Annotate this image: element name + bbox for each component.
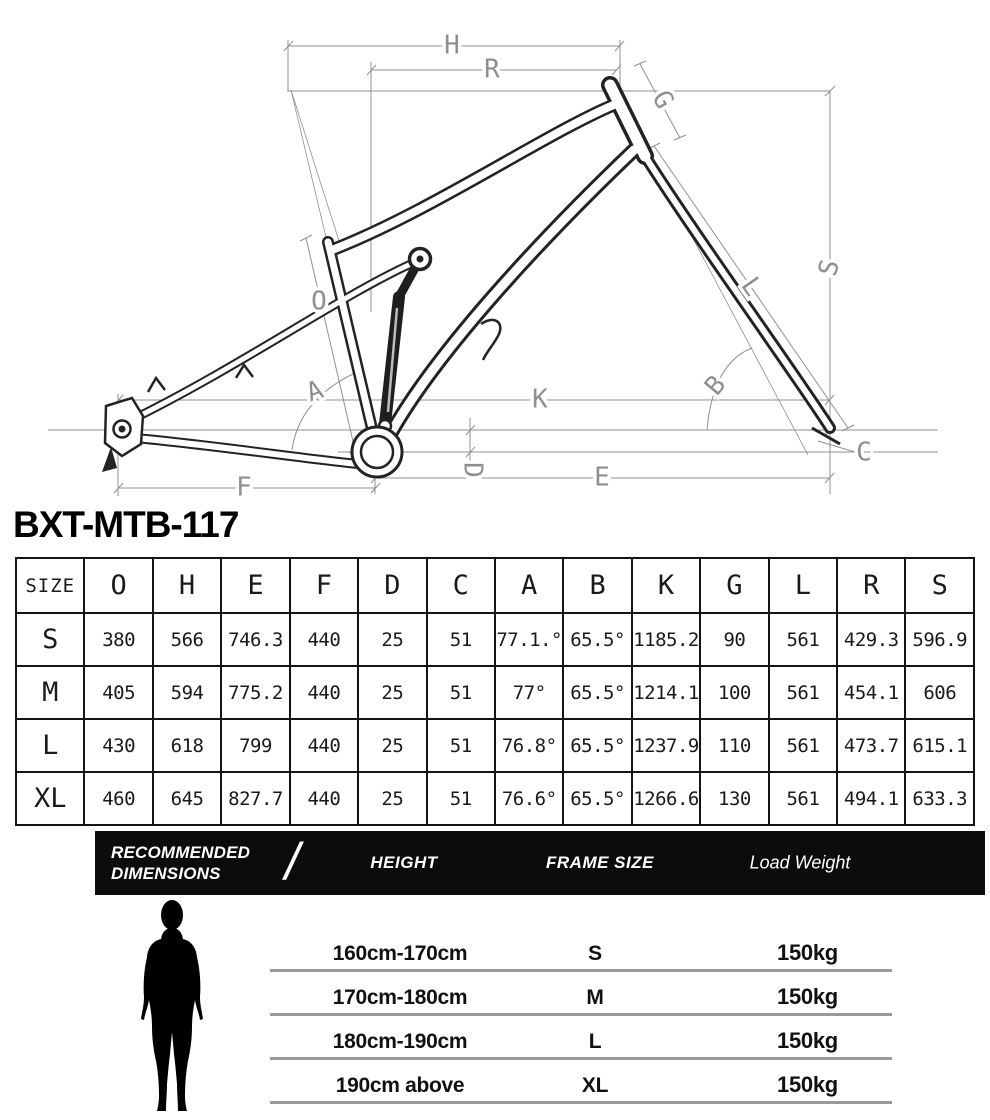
recommendation-row-L: [270, 1024, 892, 1060]
geometry-value-L: 561: [769, 772, 837, 825]
geometry-value-O: 430: [84, 719, 152, 772]
geometry-value-D: 25: [358, 772, 426, 825]
geometry-col-header-size: SIZE: [16, 558, 84, 613]
geometry-value-D: 25: [358, 613, 426, 666]
dim-label-head-angle: B: [699, 370, 733, 402]
dim-label-fork-length: L: [734, 271, 769, 302]
geometry-value-F: 440: [290, 613, 358, 666]
geometry-table-header-row: [16, 558, 974, 613]
geometry-col-header-S: S: [905, 558, 974, 613]
geometry-col-header-F: F: [290, 558, 358, 613]
dim-label-reach: R: [484, 54, 500, 85]
geometry-value-H: 594: [153, 666, 221, 719]
geometry-value-A: 77.1.°: [495, 613, 563, 666]
geometry-value-C: 51: [427, 666, 495, 719]
geometry-value-E: 775.2: [221, 666, 289, 719]
rider-height: 170cm-180cm: [332, 986, 468, 1009]
geometry-col-header-K: K: [632, 558, 700, 613]
geometry-value-E: 799: [221, 719, 289, 772]
geometry-value-S: 633.3: [905, 772, 974, 825]
geometry-value-S: 615.1: [905, 719, 974, 772]
geometry-size-label: M: [16, 666, 84, 719]
geometry-value-F: 440: [290, 666, 358, 719]
geometry-value-E: 827.7: [221, 772, 289, 825]
geometry-value-K: 1237.9: [632, 719, 700, 772]
banner-col-load-weight: Load Weight: [749, 852, 851, 873]
recommendation-row-S: [270, 936, 892, 972]
geometry-value-L: 561: [769, 719, 837, 772]
bottom-bracket: [352, 427, 402, 477]
load-weight: 150kg: [777, 1028, 838, 1053]
geometry-value-G: 130: [700, 772, 768, 825]
geometry-value-O: 405: [84, 666, 152, 719]
rear-dropout: [102, 365, 253, 472]
dim-label-head-tube: G: [645, 85, 680, 115]
geometry-col-header-B: B: [563, 558, 631, 613]
geometry-value-K: 1266.6: [632, 772, 700, 825]
geometry-value-H: 566: [153, 613, 221, 666]
geometry-value-B: 65.5°: [563, 613, 631, 666]
geometry-value-S: 606: [905, 666, 974, 719]
geometry-row-S: [16, 613, 974, 666]
geometry-value-R: 473.7: [837, 719, 905, 772]
geometry-value-G: 100: [700, 666, 768, 719]
geometry-value-S: 596.9: [905, 613, 974, 666]
geometry-size-label: S: [16, 613, 84, 666]
dim-label-chainstay: F: [236, 472, 252, 503]
frame-size: S: [588, 942, 602, 965]
recommendation-row-XL: [270, 1068, 892, 1104]
geometry-value-H: 645: [153, 772, 221, 825]
frame-size: L: [588, 1030, 602, 1053]
dim-label-top-tube: H: [444, 30, 460, 61]
geometry-size-label: XL: [16, 772, 84, 825]
banner-title: [111, 842, 250, 885]
geometry-row-M: [16, 666, 974, 719]
dimension-lines: [48, 40, 938, 496]
geometry-value-K: 1214.1: [632, 666, 700, 719]
geometry-value-O: 460: [84, 772, 152, 825]
banner-slash: /: [285, 833, 300, 891]
frame-geometry-svg: [0, 0, 990, 510]
geometry-value-L: 561: [769, 666, 837, 719]
banner-col-height: HEIGHT: [370, 853, 438, 872]
geometry-value-A: 76.8°: [495, 719, 563, 772]
geometry-value-E: 746.3: [221, 613, 289, 666]
geometry-row-L: [16, 719, 974, 772]
geometry-value-K: 1185.2: [632, 613, 700, 666]
geometry-value-R: 494.1: [837, 772, 905, 825]
geometry-value-R: 429.3: [837, 613, 905, 666]
load-weight: 150kg: [777, 1072, 838, 1097]
rider-height: 160cm-170cm: [332, 942, 468, 965]
frame-geometry-diagram: [0, 0, 990, 510]
bike-frame-fill: [125, 85, 830, 465]
geometry-value-O: 380: [84, 613, 152, 666]
geometry-size-label: L: [16, 719, 84, 772]
dim-label-stack: S: [813, 256, 847, 280]
geometry-value-A: 76.6°: [495, 772, 563, 825]
load-weight: 150kg: [777, 984, 838, 1009]
dim-label-seat-angle: A: [302, 374, 328, 409]
geometry-value-A: 77°: [495, 666, 563, 719]
dim-label-seat-tube: O: [311, 286, 327, 317]
frame-size: M: [586, 986, 604, 1009]
banner-col-frame-size: FRAME SIZE: [546, 853, 654, 872]
geometry-value-G: 90: [700, 613, 768, 666]
geometry-row-XL: [16, 772, 974, 825]
geometry-value-B: 65.5°: [563, 719, 631, 772]
geometry-col-header-L: L: [769, 558, 837, 613]
geometry-col-header-O: O: [84, 558, 152, 613]
recommendation-rows: [270, 936, 892, 1112]
geometry-value-H: 618: [153, 719, 221, 772]
rider-height: 180cm-190cm: [332, 1030, 468, 1053]
geometry-value-G: 110: [700, 719, 768, 772]
recommended-dimensions-banner: [95, 831, 985, 895]
geometry-value-D: 25: [358, 719, 426, 772]
geometry-value-F: 440: [290, 772, 358, 825]
geometry-value-D: 25: [358, 666, 426, 719]
geometry-value-C: 51: [427, 719, 495, 772]
dim-label-front-center: E: [594, 462, 610, 493]
geometry-col-header-C: C: [427, 558, 495, 613]
recommendation-row-M: [270, 980, 892, 1016]
cable-guide-detail: [481, 320, 500, 360]
geometry-col-header-G: G: [700, 558, 768, 613]
load-weight: 150kg: [777, 940, 838, 965]
geometry-col-header-D: D: [358, 558, 426, 613]
geometry-value-F: 440: [290, 719, 358, 772]
dim-label-bb-drop: D: [457, 462, 488, 478]
human-silhouette: [126, 900, 218, 1112]
geometry-col-header-A: A: [495, 558, 563, 613]
geometry-table: [15, 557, 975, 826]
geometry-value-R: 454.1: [837, 666, 905, 719]
dim-label-wheelbase: K: [532, 384, 548, 415]
dim-label-fork-offset: C: [856, 437, 872, 468]
geometry-value-B: 65.5°: [563, 772, 631, 825]
geometry-value-L: 561: [769, 613, 837, 666]
page-title: BXT-MTB-117: [13, 504, 239, 545]
geometry-col-header-H: H: [153, 558, 221, 613]
frame-size: XL: [581, 1074, 609, 1097]
geometry-value-C: 51: [427, 772, 495, 825]
banner-title-line1: RECOMMENDED: [111, 842, 251, 862]
geometry-col-header-E: E: [221, 558, 289, 613]
banner-title-line2: DIMENSIONS: [111, 864, 221, 883]
geometry-value-C: 51: [427, 613, 495, 666]
geometry-col-header-R: R: [837, 558, 905, 613]
rider-height: 190cm above: [335, 1074, 465, 1097]
geometry-value-B: 65.5°: [563, 666, 631, 719]
